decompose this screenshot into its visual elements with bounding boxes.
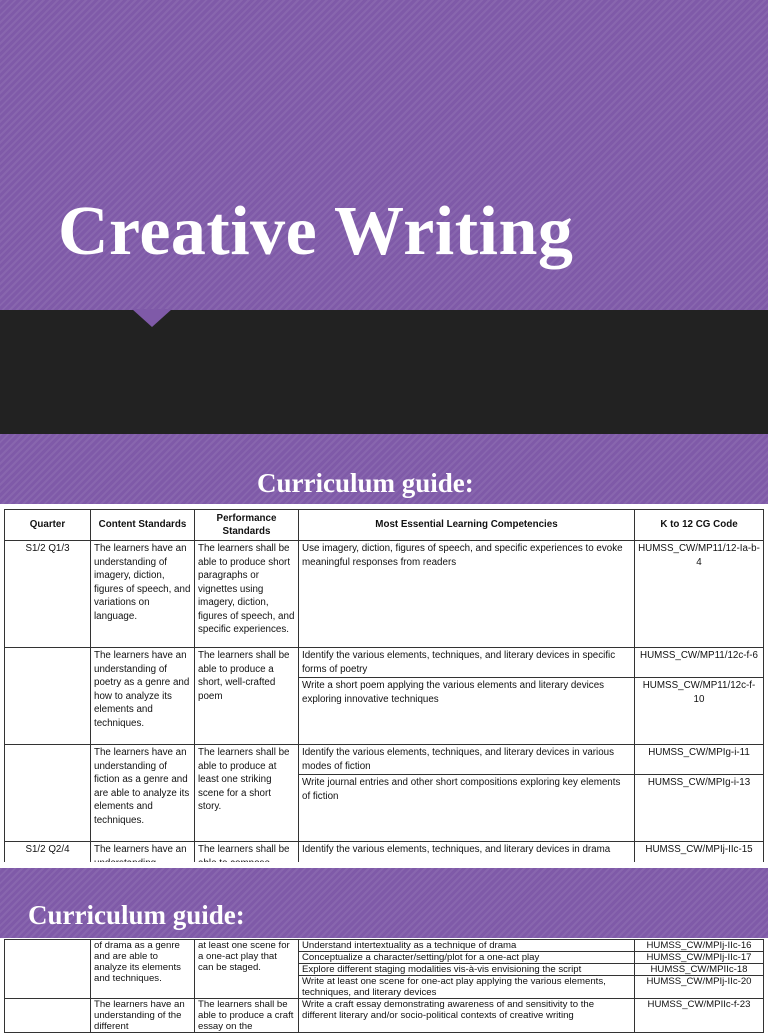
- code-cell: HUMSS_CW/MPIj-IIc-16: [635, 940, 764, 952]
- table-row: [5, 940, 764, 952]
- code-cell: HUMSS_CW/MPIIc-18: [635, 964, 764, 976]
- header-content-standards: Content Standards: [91, 510, 195, 541]
- competency-cell: Explore different staging modalities vis-à-vis envisioning the script: [299, 964, 635, 976]
- performance-standard-cell: The learners shall be able to produce short paragraphs or vignettes using imagery, diction, figures of speech, and specific experiences.: [195, 541, 299, 648]
- content-standard-cell: The learners have an understanding of imagery, diction, figures of speech, and variations on language.: [91, 541, 195, 648]
- competency-cell: Write a short poem applying the various elements and literary devices exploring innovative techniques: [299, 678, 635, 745]
- competency-cell: Use imagery, diction, figures of speech, and specific experiences to evoke meaningful responses from readers: [299, 541, 635, 648]
- quarter-cell: [5, 648, 91, 745]
- performance-standard-cell: The learners shall be able to produce a craft essay on the: [195, 999, 299, 1033]
- performance-standard-cell: at least one scene for a one-act play that can be staged.: [195, 940, 299, 999]
- table-row: [5, 745, 764, 775]
- quarter-cell: [5, 745, 91, 842]
- code-cell: HUMSS_CW/MPIg-i-11: [635, 745, 764, 775]
- content-standard-cell: The learners have an understanding of the different: [91, 999, 195, 1033]
- header-quarter: Quarter: [5, 510, 91, 541]
- code-cell: HUMSS_CW/MPIIc-f-23: [635, 999, 764, 1033]
- quarter-cell: S1/2 Q2/4: [5, 842, 91, 872]
- code-cell: HUMSS_CW/MPIg-i-13: [635, 775, 764, 842]
- table-header-row: [5, 510, 764, 541]
- curriculum-guide-title: Curriculum guide:: [257, 468, 474, 498]
- competency-cell: Identify the various elements, techniques, and literary devices in various modes of fiction: [299, 745, 635, 775]
- code-cell: HUMSS_CW/MPIj-IIc-17: [635, 952, 764, 964]
- performance-standard-cell: The learners shall be: [195, 842, 299, 872]
- code-cell: HUMSS_CW/MP11/12c-f-10: [635, 678, 764, 745]
- table-row: [5, 648, 764, 678]
- table-row: [5, 999, 764, 1033]
- quarter-cell: [5, 999, 91, 1033]
- quarter-cell: S1/2 Q1/3: [5, 541, 91, 648]
- header-performance-standards: Performance Standards: [195, 510, 299, 541]
- code-cell: HUMSS_CW/MP11/12-Ia-b-4: [635, 541, 764, 648]
- header-cg-code: K to 12 CG Code: [635, 510, 764, 541]
- competency-cell: Write a craft essay demonstrating awareness of and sensitivity to the different literary and/or socio-political contexts of creative writing: [299, 999, 635, 1033]
- table-row: [5, 541, 764, 648]
- competency-cell: Identify the various elements, techniques, and literary devices in specific forms of poetry: [299, 648, 635, 678]
- performance-standard-cell: The learners shall be able to produce a short, well-crafted poem: [195, 648, 299, 745]
- code-cell: HUMSS_CW/MPIj-IIc-15: [635, 842, 764, 872]
- content-standard-cell: The learners have an understanding of poetry as a genre and how to analyze its elements and techniques.: [91, 648, 195, 745]
- curriculum-guide-title-2: Curriculum guide:: [28, 900, 245, 930]
- title-slide-footer-band: [0, 310, 768, 434]
- header-competencies: Most Essential Learning Competencies: [299, 510, 635, 541]
- curriculum-table-continued: [4, 939, 764, 1033]
- notch-decoration: [132, 309, 172, 327]
- content-standard-cell: of drama as a genre and are able to analyze its elements and techniques.: [91, 940, 195, 999]
- content-standard-cell: The learners have an: [91, 842, 195, 872]
- curriculum-table: [4, 509, 764, 872]
- competency-cell: Write journal entries and other short compositions exploring key elements of fiction: [299, 775, 635, 842]
- competency-cell: Write at least one scene for one-act play applying the various elements, techniques, and literary devices: [299, 976, 635, 999]
- competency-cell: Identify the various elements, techniques, and literary devices in drama: [299, 842, 635, 872]
- code-cell: HUMSS_CW/MP11/12c-f-6: [635, 648, 764, 678]
- slide-title: Creative Writing: [58, 193, 574, 270]
- code-cell: HUMSS_CW/MPIj-IIc-20: [635, 976, 764, 999]
- quarter-cell: [5, 940, 91, 999]
- content-standard-cell: The learners have an understanding of fiction as a genre and are able to analyze its elements and techniques.: [91, 745, 195, 842]
- competency-cell: Conceptualize a character/setting/plot for a one-act play: [299, 952, 635, 964]
- competency-cell: Understand intertextuality as a technique of drama: [299, 940, 635, 952]
- performance-standard-cell: The learners shall be able to produce at least one striking scene for a short story.: [195, 745, 299, 842]
